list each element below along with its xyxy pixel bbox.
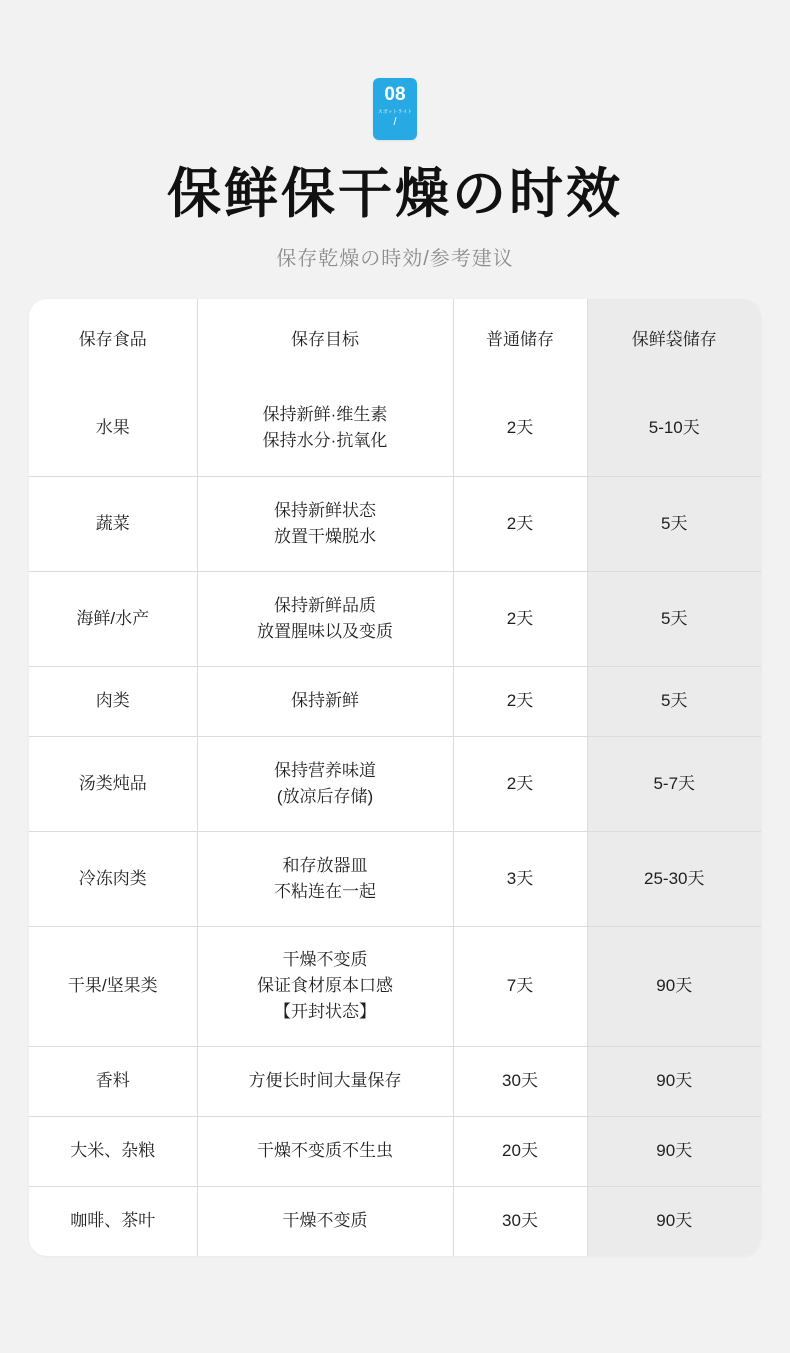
cell-goal xyxy=(197,1116,453,1186)
cell-food: 干果/坚果类 xyxy=(29,926,197,1046)
cell-food: 水果 xyxy=(29,381,197,476)
cell-goal-line: 保证食材原本口感 xyxy=(257,976,393,995)
cell-normal-storage: 30天 xyxy=(453,1046,587,1116)
badge-subtitle: スポットライト xyxy=(377,109,413,115)
cell-goal-line: 放置腥味以及变质 xyxy=(257,621,393,641)
table-header-row xyxy=(29,299,761,381)
column-header-goal: 保存目标 xyxy=(197,299,453,381)
table-row xyxy=(29,831,761,926)
cell-goal-line: 和存放器皿 xyxy=(282,855,368,875)
cell-normal-storage: 2天 xyxy=(453,476,587,571)
cell-fresh-bag-storage: 5天 xyxy=(587,571,761,666)
column-header-normal-storage: 普通储存 xyxy=(453,299,587,381)
cell-goal xyxy=(197,666,453,736)
cell-normal-storage: 2天 xyxy=(453,666,587,736)
cell-food: 香料 xyxy=(29,1046,197,1116)
cell-goal xyxy=(197,736,453,831)
cell-fresh-bag-storage: 90天 xyxy=(587,926,761,1046)
table-row xyxy=(29,1186,761,1256)
cell-food: 冷冻肉类 xyxy=(29,831,197,926)
cell-goal-line: 保持新鲜·维生素 xyxy=(262,405,388,425)
cell-fresh-bag-storage: 5天 xyxy=(587,476,761,571)
cell-goal-line: 方便长时间大量保存 xyxy=(248,1071,402,1090)
page-title: 保鲜保干燥の时效 xyxy=(167,164,623,224)
badge-slash: / xyxy=(393,116,397,128)
cell-food: 咖啡、茶叶 xyxy=(29,1186,197,1256)
table-row xyxy=(29,666,761,736)
cell-goal-line: 干燥不变质不生虫 xyxy=(257,1141,393,1160)
cell-food: 海鲜/水产 xyxy=(29,571,197,666)
cell-goal xyxy=(197,1046,453,1116)
badge-number: 08 xyxy=(384,84,406,105)
table-row xyxy=(29,736,761,831)
table-body xyxy=(29,381,761,1256)
cell-normal-storage: 2天 xyxy=(453,571,587,666)
column-header-food: 保存食品 xyxy=(29,299,197,381)
cell-goal xyxy=(197,476,453,571)
cell-goal-line: (放凉后存储) xyxy=(276,786,374,806)
cell-goal-line: 保持新鲜 xyxy=(291,691,359,710)
cell-goal xyxy=(197,831,453,926)
cell-goal-line: 保持营养味道 xyxy=(274,760,376,780)
cell-goal xyxy=(197,1186,453,1256)
column-header-fresh-bag-storage: 保鲜袋储存 xyxy=(587,299,761,381)
cell-fresh-bag-storage: 5天 xyxy=(587,666,761,736)
table-row xyxy=(29,1116,761,1186)
cell-goal-line: 保持新鲜状态 xyxy=(274,500,376,520)
cell-fresh-bag-storage: 90天 xyxy=(587,1046,761,1116)
cell-food: 肉类 xyxy=(29,666,197,736)
cell-fresh-bag-storage: 5-10天 xyxy=(587,381,761,476)
section-number-badge xyxy=(373,78,417,140)
cell-goal-line: 【开封状态】 xyxy=(274,1002,376,1021)
table-row xyxy=(29,1046,761,1116)
page-subtitle: 保存乾燥の時効/参考建议 xyxy=(276,248,514,270)
cell-goal-line: 干燥不变质 xyxy=(282,1211,368,1231)
table-row xyxy=(29,926,761,1046)
cell-normal-storage: 7天 xyxy=(453,926,587,1046)
cell-goal xyxy=(197,926,453,1046)
cell-fresh-bag-storage: 90天 xyxy=(587,1186,761,1256)
cell-fresh-bag-storage: 5-7天 xyxy=(587,736,761,831)
cell-goal-line: 保持新鲜品质 xyxy=(274,595,376,615)
cell-goal-line: 保持水分·抗氧化 xyxy=(262,431,388,451)
table-row xyxy=(29,381,761,476)
cell-normal-storage: 3天 xyxy=(453,831,587,926)
storage-duration-table xyxy=(29,299,761,1256)
cell-normal-storage: 30天 xyxy=(453,1186,587,1256)
cell-fresh-bag-storage: 25-30天 xyxy=(587,831,761,926)
cell-goal-line: 不粘连在一起 xyxy=(274,881,376,901)
cell-normal-storage: 2天 xyxy=(453,381,587,476)
cell-goal xyxy=(197,381,453,476)
cell-normal-storage: 2天 xyxy=(453,736,587,831)
table-row xyxy=(29,476,761,571)
cell-goal-line: 放置干燥脱水 xyxy=(274,526,376,546)
storage-duration-table-card xyxy=(29,299,761,1256)
cell-goal-line: 干燥不变质 xyxy=(282,950,368,969)
cell-food: 汤类炖品 xyxy=(29,736,197,831)
cell-goal xyxy=(197,571,453,666)
cell-food: 蔬菜 xyxy=(29,476,197,571)
cell-food: 大米、杂粮 xyxy=(29,1116,197,1186)
cell-fresh-bag-storage: 90天 xyxy=(587,1116,761,1186)
table-row xyxy=(29,571,761,666)
cell-normal-storage: 20天 xyxy=(453,1116,587,1186)
